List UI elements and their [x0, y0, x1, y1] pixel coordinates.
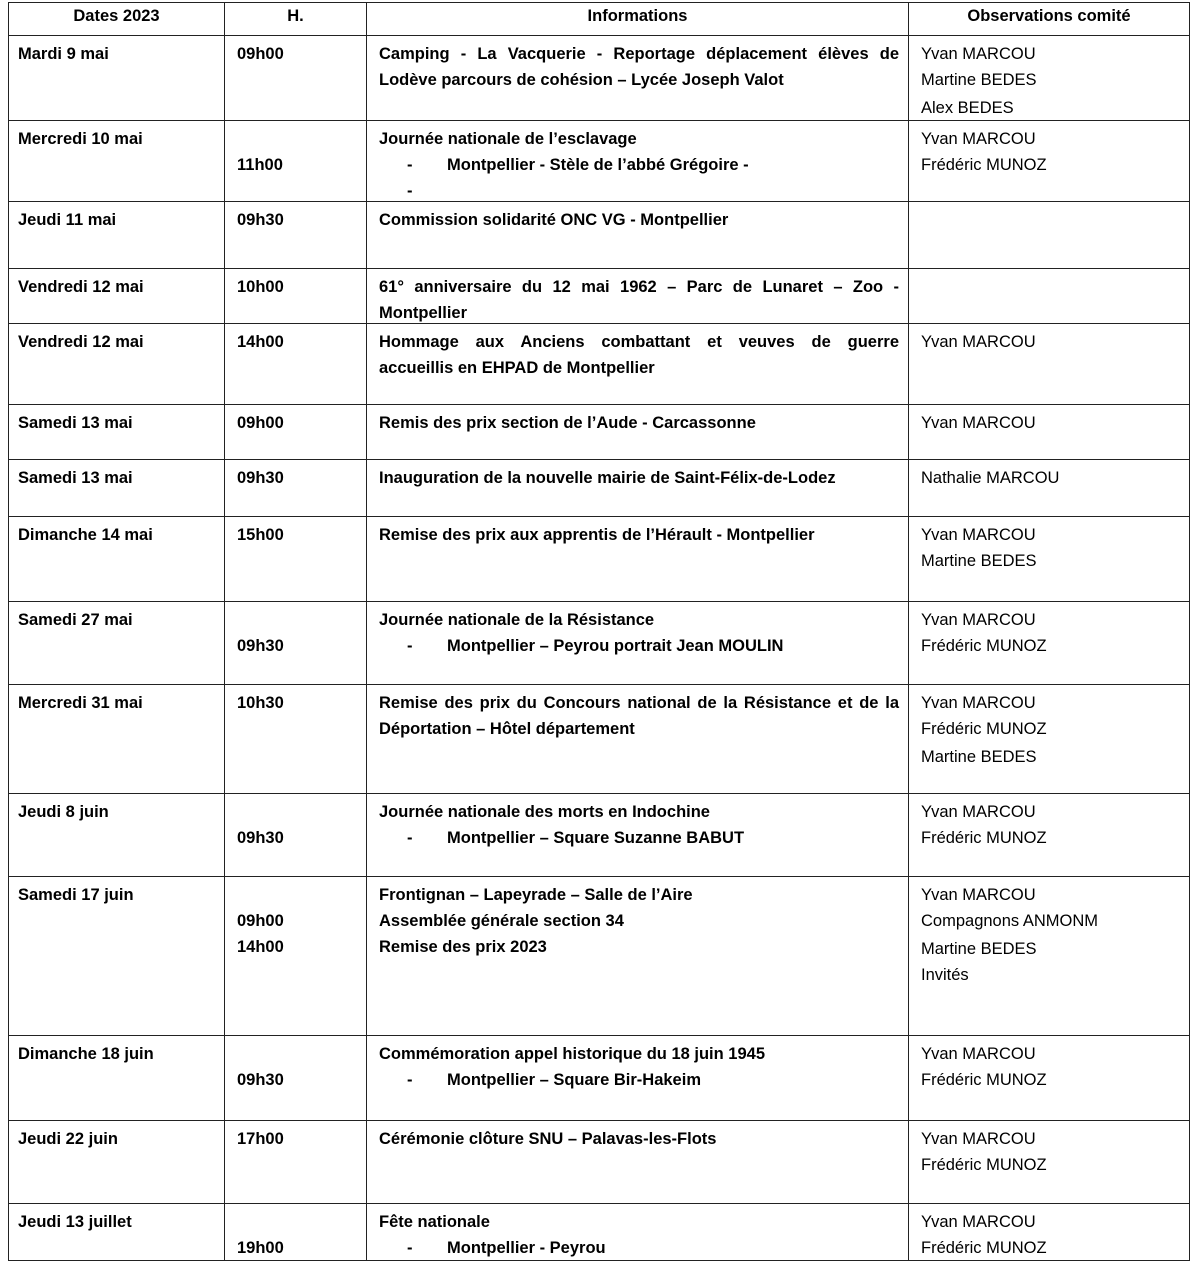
- observations-cell: [909, 1204, 1190, 1261]
- info-text: Fête nationale: [379, 1213, 490, 1231]
- info-cell: [367, 36, 909, 121]
- event-time: 17h00: [237, 1130, 284, 1148]
- info-text: Commémoration appel historique du 18 juin 1945: [379, 1045, 765, 1063]
- time-cell: [225, 685, 367, 794]
- date-cell: [9, 269, 225, 324]
- observations-cell: [909, 685, 1190, 794]
- info-text: Lodève parcours de cohésion – Lycée Joseph Valot: [379, 71, 784, 89]
- observer-name: Martine BEDES: [921, 748, 1037, 766]
- bullet-dash: -: [407, 829, 413, 847]
- event-date: Vendredi 12 mai: [18, 333, 144, 351]
- info-text: Déportation – Hôtel département: [379, 720, 635, 738]
- observer-name: Yvan MARCOU: [921, 45, 1036, 63]
- info-text: Inauguration de la nouvelle mairie de Saint-Félix-de-Lodez: [379, 469, 836, 487]
- observer-name: Martine BEDES: [921, 71, 1037, 89]
- date-cell: [9, 1204, 225, 1261]
- info-text: Journée nationale de l’esclavage: [379, 130, 637, 148]
- time-cell: [225, 121, 367, 202]
- table-row: [9, 602, 1190, 685]
- date-cell: [9, 602, 225, 685]
- observer-name: Yvan MARCOU: [921, 130, 1036, 148]
- table-row: [9, 460, 1190, 517]
- observer-name: Yvan MARCOU: [921, 694, 1036, 712]
- event-date: Dimanche 18 juin: [18, 1045, 154, 1063]
- table-row: [9, 794, 1190, 877]
- time-cell: [225, 324, 367, 405]
- event-date: Mercredi 31 mai: [18, 694, 143, 712]
- date-cell: [9, 324, 225, 405]
- event-time: 14h00: [237, 938, 284, 956]
- table-row: [9, 1204, 1190, 1261]
- info-text: Remise des prix 2023: [379, 938, 547, 956]
- observer-name: Frédéric MUNOZ: [921, 720, 1047, 738]
- event-time: 10h00: [237, 278, 284, 296]
- observer-name: Frédéric MUNOZ: [921, 1156, 1047, 1174]
- observer-name: Compagnons ANMONM: [921, 912, 1098, 930]
- observer-name: Invités: [921, 966, 969, 984]
- observer-name: Yvan MARCOU: [921, 803, 1036, 821]
- table-row: [9, 877, 1190, 1036]
- observer-name: Yvan MARCOU: [921, 414, 1036, 432]
- event-date: Samedi 13 mai: [18, 469, 133, 487]
- info-cell: [367, 1036, 909, 1121]
- event-time: 09h00: [237, 45, 284, 63]
- date-cell: [9, 517, 225, 602]
- event-date: Jeudi 13 juillet: [18, 1213, 132, 1231]
- bullet-dash: -: [407, 182, 413, 200]
- info-cell: [367, 685, 909, 794]
- info-bullet-text: Montpellier – Square Bir-Hakeim: [447, 1071, 701, 1089]
- observer-name: Frédéric MUNOZ: [921, 637, 1047, 655]
- event-date: Jeudi 11 mai: [18, 211, 117, 229]
- time-cell: [225, 202, 367, 269]
- info-text: Cérémonie clôture SNU – Palavas-les-Flots: [379, 1130, 717, 1148]
- date-cell: [9, 1036, 225, 1121]
- date-cell: [9, 36, 225, 121]
- schedule-body: [9, 36, 1190, 1261]
- bullet-dash: -: [407, 637, 413, 655]
- table-row: [9, 1036, 1190, 1121]
- table-row: [9, 405, 1190, 460]
- info-text: Journée nationale de la Résistance: [379, 611, 655, 629]
- time-cell: [225, 1204, 367, 1261]
- bullet-dash: -: [407, 1071, 413, 1089]
- observations-cell: [909, 517, 1190, 602]
- time-cell: [225, 602, 367, 685]
- observer-name: Martine BEDES: [921, 940, 1037, 958]
- info-text: Assemblée générale section 34: [379, 912, 624, 930]
- info-cell: [367, 877, 909, 1036]
- event-time: 10h30: [237, 694, 284, 712]
- event-time: 14h00: [237, 333, 284, 351]
- header-informations: Informations: [367, 3, 909, 36]
- schedule-table: [8, 2, 1190, 1261]
- observer-name: Frédéric MUNOZ: [921, 1071, 1047, 1089]
- time-cell: [225, 517, 367, 602]
- observer-name: Yvan MARCOU: [921, 611, 1036, 629]
- event-date: Mercredi 10 mai: [18, 130, 143, 148]
- table-row: [9, 202, 1190, 269]
- time-cell: [225, 877, 367, 1036]
- info-text: accueillis en EHPAD de Montpellier: [379, 359, 655, 377]
- observer-name: Yvan MARCOU: [921, 886, 1036, 904]
- observer-name: Frédéric MUNOZ: [921, 1239, 1047, 1257]
- event-date: Mardi 9 mai: [18, 45, 109, 63]
- info-bullet-text: Montpellier - Stèle de l’abbé Grégoire -: [447, 156, 749, 174]
- observations-cell: [909, 1121, 1190, 1204]
- info-cell: [367, 1204, 909, 1261]
- info-text: Journée nationale des morts en Indochine: [379, 803, 710, 821]
- table-row: [9, 121, 1190, 202]
- info-cell: [367, 602, 909, 685]
- observations-cell: [909, 121, 1190, 202]
- info-cell: [367, 517, 909, 602]
- event-time: 09h30: [237, 469, 284, 487]
- event-date: Jeudi 8 juin: [18, 803, 109, 821]
- event-time: 09h30: [237, 637, 284, 655]
- event-time: 09h00: [237, 912, 284, 930]
- observations-cell: [909, 1036, 1190, 1121]
- time-cell: [225, 36, 367, 121]
- table-row: [9, 1121, 1190, 1204]
- info-cell: [367, 121, 909, 202]
- observations-cell: [909, 460, 1190, 517]
- event-date: Samedi 17 juin: [18, 886, 134, 904]
- table-row: [9, 685, 1190, 794]
- observer-name: Martine BEDES: [921, 552, 1037, 570]
- event-date: Samedi 13 mai: [18, 414, 133, 432]
- event-date: Vendredi 12 mai: [18, 278, 144, 296]
- info-cell: [367, 1121, 909, 1204]
- date-cell: [9, 877, 225, 1036]
- info-text: Remis des prix section de l’Aude - Carcassonne: [379, 414, 756, 432]
- observations-cell: [909, 877, 1190, 1036]
- date-cell: [9, 121, 225, 202]
- info-text: Frontignan – Lapeyrade – Salle de l’Aire: [379, 886, 693, 904]
- info-cell: [367, 202, 909, 269]
- info-cell: [367, 269, 909, 324]
- observations-cell: [909, 202, 1190, 269]
- info-bullet-text: Montpellier – Peyrou portrait Jean MOULIN: [447, 637, 784, 655]
- observer-name: Alex BEDES: [921, 99, 1014, 117]
- info-text: Montpellier: [379, 304, 468, 322]
- observations-cell: [909, 602, 1190, 685]
- header-dates: Dates 2023: [9, 3, 225, 36]
- info-text: Commission solidarité ONC VG - Montpellier: [379, 211, 729, 229]
- observations-cell: [909, 324, 1190, 405]
- header-row: [9, 3, 1190, 36]
- header-hour: H.: [225, 3, 367, 36]
- observer-name: Frédéric MUNOZ: [921, 156, 1047, 174]
- observer-name: Yvan MARCOU: [921, 1045, 1036, 1063]
- table-row: [9, 517, 1190, 602]
- date-cell: [9, 405, 225, 460]
- info-cell: [367, 794, 909, 877]
- observer-name: Nathalie MARCOU: [921, 469, 1060, 487]
- info-text: Camping - La Vacquerie - Reportage déplacement élèves de: [379, 45, 899, 63]
- bullet-dash: -: [407, 1239, 413, 1257]
- table-row: [9, 324, 1190, 405]
- header-observations: Observations comité: [909, 3, 1190, 36]
- date-cell: [9, 685, 225, 794]
- info-cell: [367, 460, 909, 517]
- time-cell: [225, 1121, 367, 1204]
- event-time: 09h30: [237, 1071, 284, 1089]
- date-cell: [9, 1121, 225, 1204]
- date-cell: [9, 794, 225, 877]
- observer-name: Yvan MARCOU: [921, 526, 1036, 544]
- event-date: Dimanche 14 mai: [18, 526, 153, 544]
- observer-name: Yvan MARCOU: [921, 1130, 1036, 1148]
- table-row: [9, 269, 1190, 324]
- time-cell: [225, 794, 367, 877]
- table-row: [9, 36, 1190, 121]
- event-time: 09h00: [237, 414, 284, 432]
- event-time: 09h30: [237, 211, 284, 229]
- event-date: Jeudi 22 juin: [18, 1130, 118, 1148]
- date-cell: [9, 202, 225, 269]
- info-text: Hommage aux Anciens combattant et veuves de guerre: [379, 333, 899, 351]
- info-cell: [367, 324, 909, 405]
- time-cell: [225, 460, 367, 517]
- event-time: 11h00: [237, 156, 283, 174]
- observations-cell: [909, 794, 1190, 877]
- info-bullet-text: Montpellier - Peyrou: [447, 1239, 606, 1257]
- info-text: 61° anniversaire du 12 mai 1962 – Parc de Lunaret – Zoo -: [379, 278, 899, 296]
- observations-cell: [909, 36, 1190, 121]
- bullet-dash: -: [407, 156, 413, 174]
- event-time: 09h30: [237, 829, 284, 847]
- info-bullet-text: Montpellier – Square Suzanne BABUT: [447, 829, 745, 847]
- time-cell: [225, 269, 367, 324]
- info-text: Remise des prix aux apprentis de l’Hérault - Montpellier: [379, 526, 815, 544]
- event-time: 15h00: [237, 526, 284, 544]
- info-cell: [367, 405, 909, 460]
- observations-cell: [909, 269, 1190, 324]
- date-cell: [9, 460, 225, 517]
- observer-name: Yvan MARCOU: [921, 1213, 1036, 1231]
- event-date: Samedi 27 mai: [18, 611, 133, 629]
- observations-cell: [909, 405, 1190, 460]
- time-cell: [225, 1036, 367, 1121]
- event-time: 19h00: [237, 1239, 284, 1257]
- observer-name: Frédéric MUNOZ: [921, 829, 1047, 847]
- time-cell: [225, 405, 367, 460]
- observer-name: Yvan MARCOU: [921, 333, 1036, 351]
- info-text: Remise des prix du Concours national de la Résistance et de la: [379, 694, 899, 712]
